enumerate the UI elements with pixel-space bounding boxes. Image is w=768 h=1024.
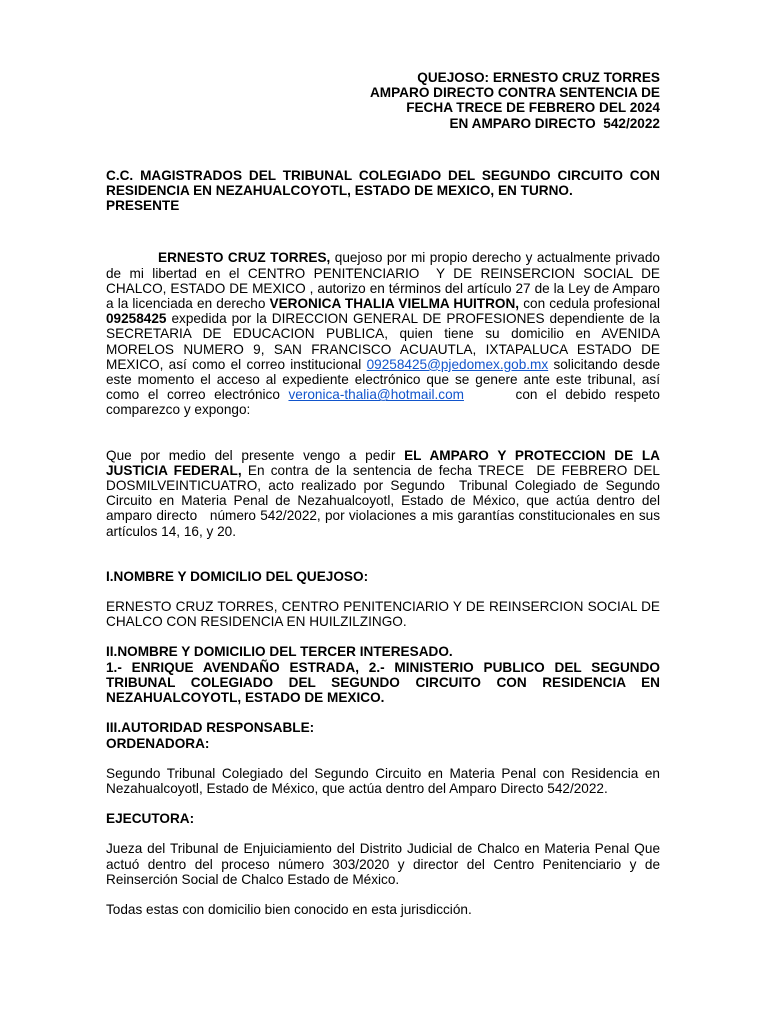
ejecutora-title: EJECUTORA: (106, 811, 195, 827)
header-line-amparo: AMPARO DIRECTO CONTRA SENTENCIA DE (369, 85, 660, 101)
ordenadora-text: Segundo Tribunal Colegiado del Segundo Circuito en Materia Penal con Residencia en Nezahualcoyotl, Estado de México, que actúa dentro del Amparo Directo 542/2022. (106, 765, 660, 796)
document-page (106, 70, 668, 917)
institutional-email-link[interactable]: 09258425@pjedomex.gob.mx (366, 356, 549, 372)
intro-text-1: quejoso por mi propio derecho y actualmente privado de mi libertad en el CENTRO PENITENCIARIO Y DE REINSERCION SOCIAL DE CHALCO, ESTADO DE MEXICO , autorizo en términos del artículo 27 de la Ley de Amparo a la licenciada en derecho (106, 250, 664, 312)
section-2-text: 1.- ENRIQUE AVENDAÑO ESTRADA, 2.- MINISTERIO PUBLICO DEL SEGUNDO TRIBUNAL COLEGIADO DEL SEGUNDO CIRCUITO CON RESIDENCIA EN NEZAHUALCOYOTL, ESTADO DE MEXICO. (106, 659, 660, 706)
intro-paragraph (106, 250, 668, 418)
personal-email-link[interactable]: veronica-thalia@hotmail.com (288, 387, 464, 403)
request-text-2: En contra de la sentencia de fecha TRECE DE FEBRERO DEL DOSMILVEINTICUATRO, acto realizado por Segundo Tribunal Colegiado de Segundo Circuito en Materia Penal de Nezahualcoyotl, Estado de México, que actúa dentro del amparo directo número 542/2022, por violaciones a mis garantías constitucionales en sus artículos 14, 16, y 20. (106, 462, 664, 539)
header-line-expediente: EN AMPARO DIRECTO 542/2022 (449, 115, 660, 131)
lawyer-name: VERONICA THALIA VIELMA HUITRON, (269, 296, 520, 312)
header-line-fecha: FECHA TRECE DE FEBRERO DEL 2024 (406, 100, 660, 116)
cedula-number: 09258425 (106, 311, 167, 327)
presente-label: PRESENTE (106, 198, 180, 214)
section-1-title: I.NOMBRE Y DOMICILIO DEL QUEJOSO: (106, 568, 369, 584)
section-3-title: III.AUTORIDAD RESPONSABLE: (106, 720, 315, 736)
case-header (106, 70, 660, 131)
ordenadora-title: ORDENADORA: (106, 735, 210, 751)
request-text-1: Que por medio del presente vengo a pedir (106, 447, 405, 463)
section-1-text: ERNESTO CRUZ TORRES, CENTRO PENITENCIARIO Y DE REINSERCION SOCIAL DE CHALCO CON RESIDENCIA EN HUILZILZINGO. (106, 599, 660, 630)
request-bold: EL AMPARO Y PROTECCION DE LA JUSTICIA FEDERAL, (106, 447, 664, 478)
intro-text-3: expedida por la DIRECCION GENERAL DE PROFESIONES dependiente de la SECRETARIA DE EDUCACION PUBLICA, quien tiene su domicilio en AVENIDA MORELOS NUMERO 9, SAN FRANCISCO ACUAUTLA, IXTAPALUCA ESTADO DE MEXICO, así como el correo institucional (106, 311, 668, 372)
quejoso-name: ERNESTO CRUZ TORRES, (158, 250, 331, 266)
closing-text: Todas estas con domicilio bien conocido en esta jurisdicción. (106, 901, 472, 917)
ejecutora-text: Jueza del Tribunal de Enjuiciamiento del Distrito Judicial de Chalco en Materia Penal Que actuó dentro del proceso número 303/2020 y director del Centro Penitenciario y de Reinserción Social de Chalco Estado de México. (106, 841, 660, 887)
intro-text-2: con cedula profesional (519, 296, 664, 312)
intro-text-4: solicitando desde este momento el acceso al expediente electrónico que se genere ante este tribunal, así como el correo electrónico (106, 356, 664, 403)
intro-text-5: con el debido respeto comparezco y expongo: (106, 387, 664, 418)
request-paragraph (106, 447, 664, 539)
addressee-block (106, 168, 660, 214)
header-line-quejoso: QUEJOSO: ERNESTO CRUZ TORRES (417, 70, 660, 85)
addressee-text: C.C. MAGISTRADOS DEL TRIBUNAL COLEGIADO DEL SEGUNDO CIRCUITO CON RESIDENCIA EN NEZAHUALCOYOTL, ESTADO DE MEXICO, EN TURNO. (106, 167, 660, 199)
section-2-title: II.NOMBRE Y DOMICILIO DEL TERCER INTERESADO. (106, 644, 453, 660)
